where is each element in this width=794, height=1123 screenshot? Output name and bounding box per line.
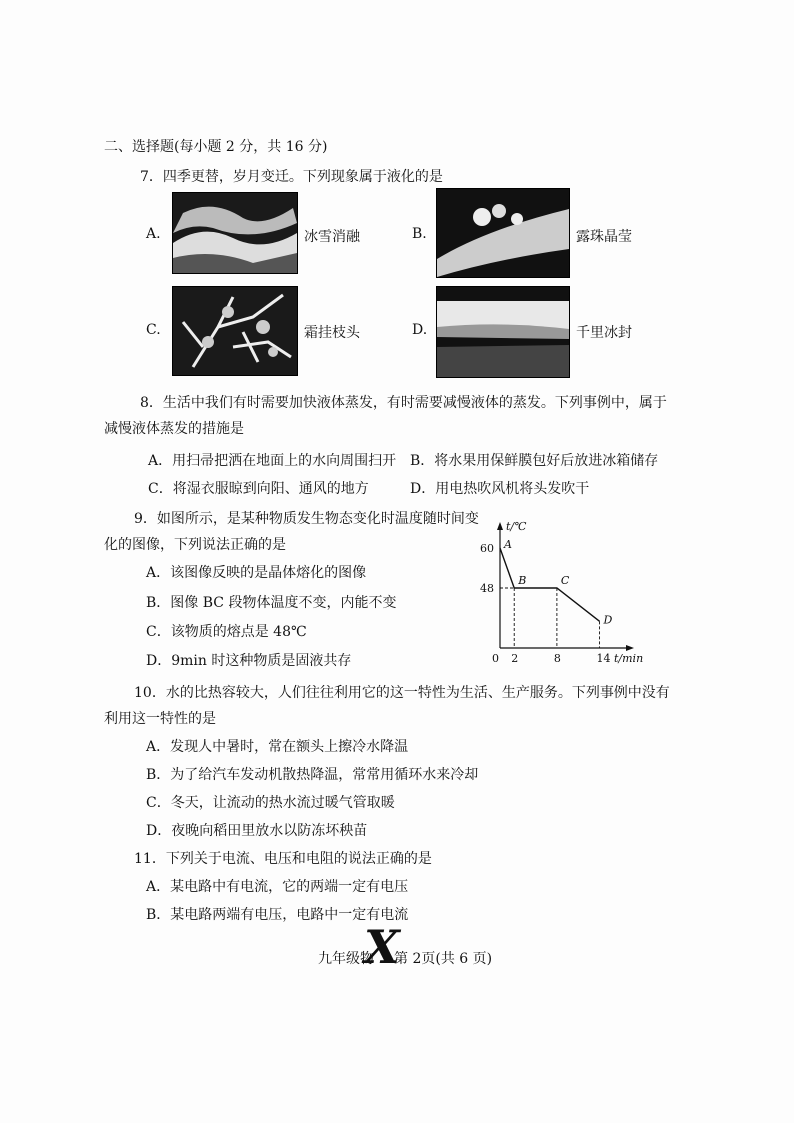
q8-stem-line1: 8．生活中我们有时需要加快液体蒸发，有时需要减慢液体的蒸发。下列事例中，属于 bbox=[140, 395, 667, 411]
data-line bbox=[500, 548, 600, 621]
q7-stem: 7．四季更替，岁月变迁。下列现象属于液化的是 bbox=[140, 169, 443, 185]
x-axis-label: t/min bbox=[614, 652, 644, 665]
q10-option-b: B．为了给汽车发动机散热降温，常常用循环水来冷却 bbox=[146, 767, 479, 783]
footer-right: 第 2页(共 6 页) bbox=[394, 951, 493, 967]
q10-stem-line2: 利用这一特性的是 bbox=[104, 711, 216, 727]
q11-stem: 11．下列关于电流、电压和电阻的说法正确的是 bbox=[134, 851, 432, 867]
x-tick-0: 0 bbox=[492, 652, 499, 665]
q7-option-b-label: 露珠晶莹 bbox=[576, 229, 632, 245]
q9-stem-line2: 化的图像，下列说法正确的是 bbox=[104, 537, 286, 553]
y-axis-arrow bbox=[497, 522, 503, 530]
q9-option-d: D．9min 时这种物质是固液共存 bbox=[146, 653, 352, 669]
q8-stem-line2: 减慢液体蒸发的措施是 bbox=[104, 421, 244, 437]
q10-option-d: D．夜晚向稻田里放水以防冻坏秧苗 bbox=[146, 823, 368, 839]
q7-option-b-letter: B. bbox=[412, 226, 427, 242]
q10-stem-line1: 10．水的比热容较大，人们往往利用它的这一特性为生活、生产服务。下列事例中没有 bbox=[134, 685, 670, 701]
x-tick-14: 14 bbox=[596, 652, 611, 665]
footer-handwritten-mark: X bbox=[364, 920, 400, 974]
frost-branch-photo bbox=[172, 286, 298, 376]
q10-option-c: C．冬天，让流动的热水流过暖气管取暖 bbox=[146, 795, 395, 811]
q9-option-b: B．图像 BC 段物体温度不变，内能不变 bbox=[146, 595, 397, 611]
q11-option-b: B．某电路两端有电压，电路中一定有电流 bbox=[146, 907, 409, 923]
q7-option-a-label: 冰雪消融 bbox=[304, 229, 360, 245]
q11-option-a: A．某电路中有电流，它的两端一定有电压 bbox=[146, 879, 409, 895]
x-tick-8: 8 bbox=[553, 652, 561, 665]
q8-option-d: D．用电热吹风机将头发吹干 bbox=[410, 481, 590, 497]
point-label-a: A bbox=[504, 538, 512, 551]
q8-option-a: A．用扫帚把洒在地面上的水向周围扫开 bbox=[148, 453, 397, 469]
q9-option-a: A．该图像反映的是晶体熔化的图像 bbox=[146, 565, 367, 581]
frozen-river-photo bbox=[436, 286, 570, 378]
dew-drop-photo bbox=[436, 188, 570, 278]
q8-option-b: B．将水果用保鲜膜包好后放进冰箱储存 bbox=[410, 453, 659, 469]
x-tick-2: 2 bbox=[511, 652, 519, 665]
melting-ice-photo bbox=[172, 192, 298, 274]
y-tick-60: 60 bbox=[480, 542, 494, 555]
q10-option-a: A．发现人中暑时，常在额头上擦冷水降温 bbox=[146, 739, 409, 755]
y-axis-label: t/℃ bbox=[506, 520, 527, 533]
q7-option-c-letter: C. bbox=[146, 322, 161, 338]
q7-option-d-letter: D. bbox=[412, 322, 428, 338]
point-label-b: B bbox=[518, 574, 527, 587]
q9-stem-line1: 9．如图所示，是某种物质发生物态变化时温度随时间变 bbox=[134, 511, 479, 527]
point-label-d: D bbox=[603, 613, 613, 627]
q7-option-c-label: 霜挂枝头 bbox=[304, 325, 360, 341]
y-tick-48: 48 bbox=[480, 582, 494, 595]
x-axis-arrow bbox=[626, 645, 634, 651]
q7-option-d-label: 千里冰封 bbox=[576, 325, 632, 341]
temperature-time-chart bbox=[478, 520, 648, 670]
point-label-c: C bbox=[560, 574, 570, 587]
q9-option-c: C．该物质的熔点是 48℃ bbox=[146, 624, 307, 640]
section-title: 二、选择题(每小题 2 分，共 16 分) bbox=[104, 139, 328, 155]
q8-option-c: C．将湿衣服晾到向阳、通风的地方 bbox=[148, 481, 369, 497]
q7-option-a-letter: A. bbox=[146, 226, 161, 242]
footer-left: 九年级物 bbox=[318, 951, 374, 967]
